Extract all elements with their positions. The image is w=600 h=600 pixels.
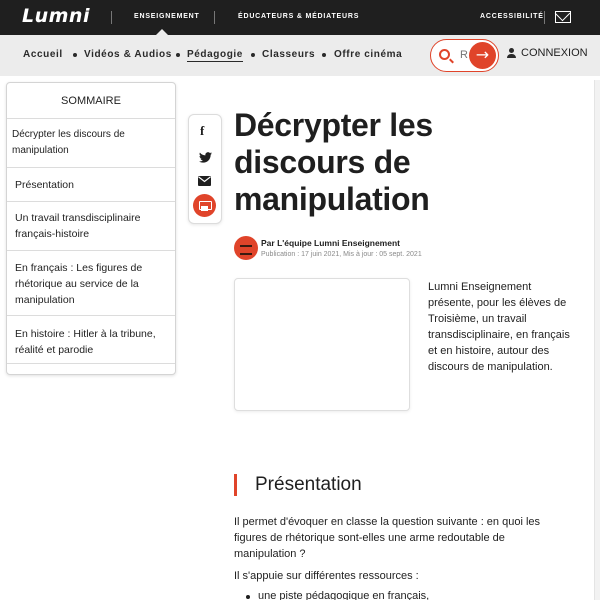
table-of-contents [6, 82, 176, 375]
paragraph: Il s'appuie sur différentes ressources : [234, 570, 419, 582]
toc-item[interactable]: Décrypter les discours de manipulation [12, 127, 167, 159]
nav-item-accueil[interactable]: Accueil [23, 49, 63, 60]
login-link[interactable]: CONNEXION [521, 47, 588, 59]
print-icon[interactable] [193, 194, 216, 217]
toc-divider [7, 167, 175, 168]
accessibility-link[interactable]: ACCESSIBILITÉ [480, 13, 544, 20]
nav-item-videos-audios[interactable]: Vidéos & Audios [84, 49, 172, 60]
intro-text: Lumni Enseignement présente, pour les élèves de Troisième, un travail transdisciplinaire, en français et en histoire, autour des discours de manipulation. [428, 281, 570, 373]
toc-item[interactable]: Présentation [15, 179, 74, 191]
top-link-enseignement[interactable]: ENSEIGNEMENT [134, 13, 200, 20]
paragraph: Il permet d'évoquer en classe la question suivante : en quoi les figures de rhétorique sont-elles une arme redoutable de manipulation ? [234, 516, 541, 560]
user-icon[interactable] [507, 48, 517, 58]
nav-dot [176, 53, 180, 57]
toc-divider [7, 315, 175, 316]
publication-date: Publication : 17 juin 2021, Mis à jour : 05 sept. 2021 [261, 251, 422, 258]
author-avatar [234, 236, 258, 260]
nav-dot [251, 53, 255, 57]
toc-item[interactable]: En histoire : Hitler à la tribune, réalité et parodie [15, 328, 156, 356]
top-bar [0, 0, 600, 35]
nav-item-pedagogie[interactable]: Pédagogie [187, 49, 243, 60]
video-player-card[interactable] [234, 278, 410, 411]
email-icon[interactable] [198, 171, 211, 181]
top-separator [111, 11, 112, 24]
page-title: Décrypter les discours de manipulation [234, 107, 433, 217]
scrollbar[interactable] [594, 80, 600, 600]
section-title: Présentation [255, 474, 362, 495]
toc-divider [7, 118, 175, 119]
toc-divider [7, 250, 175, 251]
search-icon[interactable] [439, 49, 450, 60]
toc-divider [7, 363, 175, 364]
nav-item-classeurs[interactable]: Classeurs [262, 49, 316, 60]
nav-dot [73, 53, 77, 57]
list-item: une piste pédagogique en français, [258, 590, 430, 600]
lumni-logo[interactable]: Lumni [22, 5, 90, 27]
top-separator [214, 11, 215, 24]
facebook-icon[interactable]: f [200, 123, 205, 138]
toc-item[interactable]: Un travail transdisciplinaire français-histoire [15, 212, 141, 240]
toc-item[interactable]: En français : Les figures de rhétorique au service de la manipulation [15, 262, 143, 306]
search-submit-arrow-icon[interactable]: → [469, 42, 496, 69]
mail-icon[interactable] [555, 11, 571, 23]
nav-item-offre-cinema[interactable]: Offre cinéma [334, 49, 403, 60]
top-link-educateurs[interactable]: ÉDUCATEURS & MÉDIATEURS [238, 13, 360, 20]
top-separator [544, 11, 545, 24]
author-name[interactable]: Par L'équipe Lumni Enseignement [261, 238, 400, 248]
twitter-icon[interactable] [198, 148, 212, 158]
list-bullet [246, 595, 250, 599]
toc-divider [7, 201, 175, 202]
nav-dot [322, 53, 326, 57]
toc-title: SOMMAIRE [61, 95, 121, 107]
section-accent-bar [234, 474, 237, 496]
